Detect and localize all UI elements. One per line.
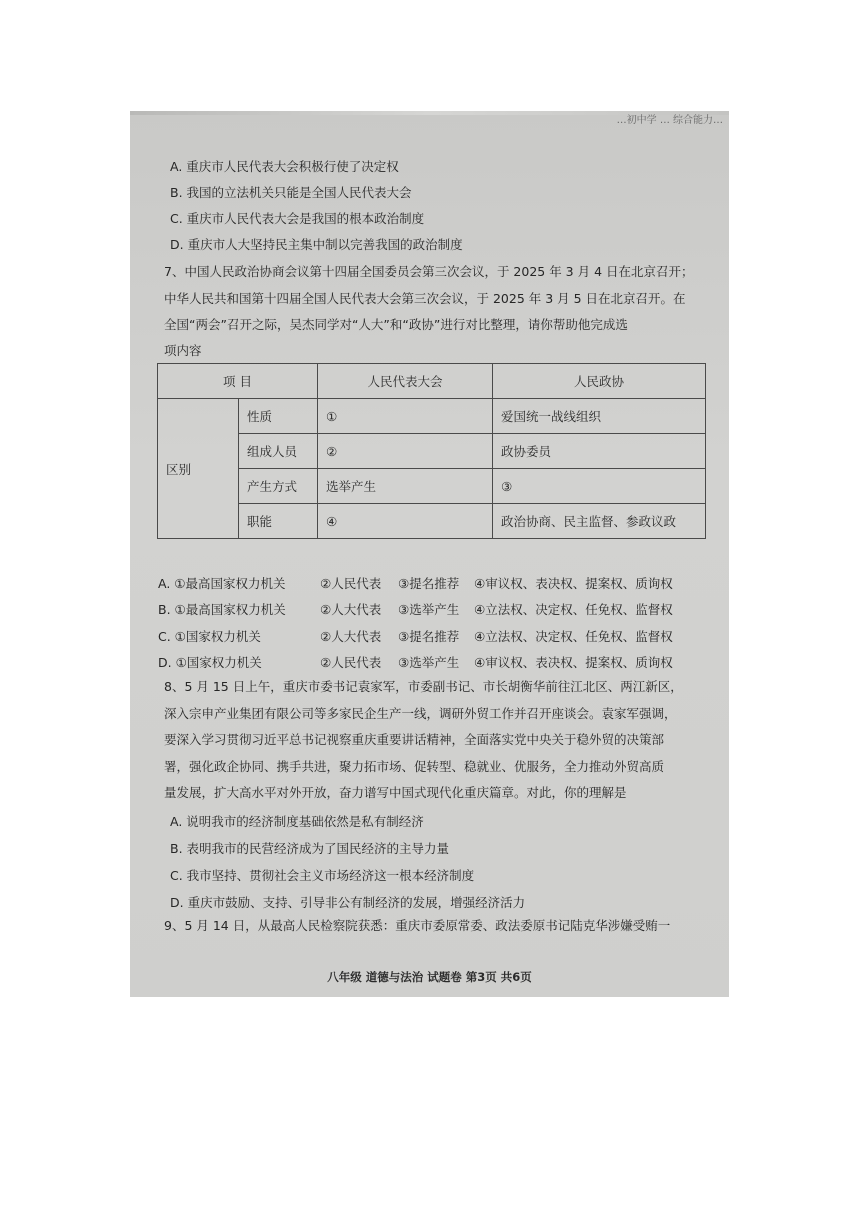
row-npc: ④: [318, 504, 493, 539]
q7-stem-line: 项内容: [164, 343, 202, 358]
option-part: D. ①国家权力机关: [158, 655, 262, 670]
option-part: ④立法权、决定权、任免权、监督权: [474, 602, 673, 617]
q8-option-b: B. 表明我市的民营经济成为了国民经济的主导力量: [170, 841, 450, 856]
page-footer: 八年级 道德与法治 试题卷 第3页 共6页: [327, 970, 532, 984]
row-item: 产生方式: [239, 469, 318, 504]
q9-stem-line: 9、5 月 14 日，从最高人民检察院获悉：重庆市委原常委、政法委原书记陆克华涉嫌受贿一: [164, 918, 671, 933]
row-item: 职能: [239, 504, 318, 539]
q6-option-b: B. 我国的立法机关只能是全国人民代表大会: [170, 185, 412, 200]
row-item: 性质: [239, 399, 318, 434]
option-part: ③提名推荐: [398, 629, 460, 644]
option-part: ②人大代表: [320, 629, 382, 644]
table-row: [158, 469, 706, 504]
q6-option-d: D. 重庆市人大坚持民主集中制以完善我国的政治制度: [170, 237, 463, 252]
q8-stem-line: 深入宗申产业集团有限公司等多家民企生产一线，调研外贸工作并召开座谈会。袁家军强调，: [164, 706, 677, 721]
header-item: 项 目: [158, 364, 318, 399]
row-npc: 选举产生: [318, 469, 493, 504]
option-part: ③选举产生: [398, 602, 460, 617]
option-part: C. ①国家权力机关: [158, 629, 261, 644]
q7-stem-line: 7、中国人民政治协商会议第十四届全国委员会第三次会议，于 2025 年 3 月 4 日在北京召开；: [164, 264, 694, 279]
row-cppcc: 爱国统一战线组织: [493, 399, 706, 434]
q8-option-a: A. 说明我市的经济制度基础依然是私有制经济: [170, 814, 424, 829]
option-part: ④审议权、表决权、提案权、质询权: [474, 655, 673, 670]
table-header-row: [158, 364, 706, 399]
option-part: ④立法权、决定权、任免权、监督权: [474, 629, 673, 644]
q8-option-d: D. 重庆市鼓励、支持、引导非公有制经济的发展，增强经济活力: [170, 895, 526, 910]
row-npc: ①: [318, 399, 493, 434]
q8-stem-line: 要深入学习贯彻习近平总书记视察重庆重要讲话精神，全面落实党中央关于稳外贸的决策部: [164, 732, 665, 747]
option-part: ③选举产生: [398, 655, 460, 670]
table-row: [158, 399, 706, 434]
row-cppcc: 政协委员: [493, 434, 706, 469]
row-item: 组成人员: [239, 434, 318, 469]
option-part: ②人民代表: [320, 576, 382, 591]
option-part: ④审议权、表决权、提案权、质询权: [474, 576, 673, 591]
table-row: [158, 504, 706, 539]
comparison-table: [157, 363, 706, 539]
header-cppcc: 人民政协: [493, 364, 706, 399]
row-npc: ②: [318, 434, 493, 469]
option-part: ③提名推荐: [398, 576, 460, 591]
q6-option-c: C. 重庆市人民代表大会是我国的根本政治制度: [170, 211, 425, 226]
photographed-page: [130, 111, 729, 997]
top-clipped-header: …初中学 … 综合能力…: [616, 115, 723, 126]
table-row: [158, 434, 706, 469]
q8-option-c: C. 我市坚持、贯彻社会主义市场经济这一根本经济制度: [170, 868, 475, 883]
group-label: 区别: [158, 399, 239, 539]
option-part: B. ①最高国家权力机关: [158, 602, 286, 617]
q8-stem-line: 8、5 月 15 日上午，重庆市委书记袁家军，市委副书记、市长胡衡华前往江北区、两江新区，: [164, 679, 683, 694]
q6-option-a: A. 重庆市人民代表大会积极行使了决定权: [170, 159, 399, 174]
row-cppcc: ③: [493, 469, 706, 504]
option-part: ②人大代表: [320, 602, 382, 617]
q7-stem-line: 中华人民共和国第十四届全国人民代表大会第三次会议，于 2025 年 3 月 5 日在北京召开。在: [164, 291, 686, 306]
q8-stem-line: 署，强化政企协同、携手共进，聚力拓市场、促转型、稳就业、优服务，全力推动外贸高质: [164, 759, 665, 774]
row-cppcc: 政治协商、民主监督、参政议政: [493, 504, 706, 539]
option-part: A. ①最高国家权力机关: [158, 576, 286, 591]
header-npc: 人民代表大会: [318, 364, 493, 399]
q8-stem-line: 量发展，扩大高水平对外开放，奋力谱写中国式现代化重庆篇章。对此，你的理解是: [164, 785, 627, 800]
q7-stem-line: 全国“两会”召开之际，吴杰同学对“人大”和“政协”进行对比整理，请你帮助他完成选: [164, 317, 628, 332]
option-part: ②人民代表: [320, 655, 382, 670]
